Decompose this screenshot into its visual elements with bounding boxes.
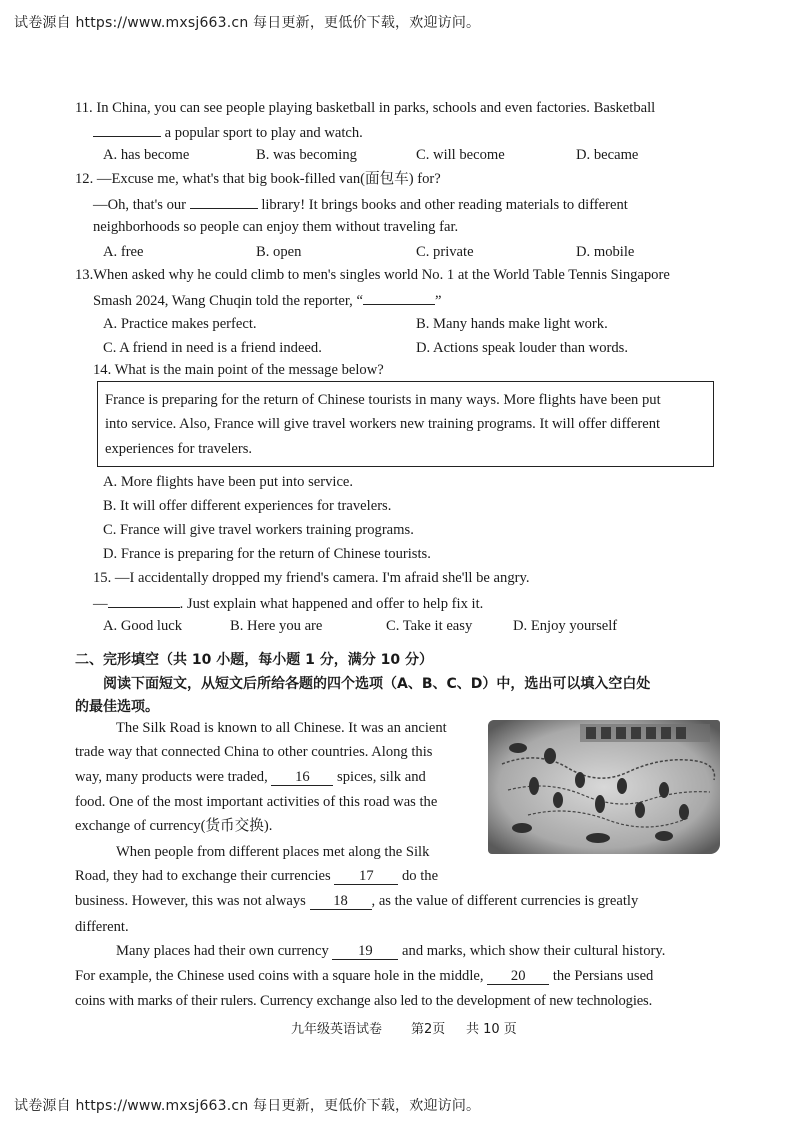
bottom-watermark: 试卷源自 https://www.mxsj663.cn 每日更新，更低价下载，欢迎访问。: [14, 1098, 481, 1114]
q12-option-c: C. private: [416, 244, 474, 260]
q13-option-b: B. Many hands make light work.: [416, 316, 608, 332]
p2-line2-start: Road, they had to exchange their currencies: [75, 868, 335, 884]
q14-box-line2: into service. Also, France will give travel workers new training programs. It will offer different: [105, 416, 661, 432]
q15-answer-blank: [108, 593, 180, 608]
q15-option-d: D. Enjoy yourself: [513, 618, 618, 634]
q11-option-d: D. became: [576, 147, 639, 163]
footer-page: 第2页: [411, 1022, 446, 1037]
q11-option-b: B. was becoming: [256, 147, 357, 163]
p3-line2-start: For example, the Chinese used coins with a square hole in the middle,: [75, 968, 488, 984]
p3-line3: coins with marks of their rulers. Currency exchange also led to the development of new technologies.: [75, 993, 653, 1009]
p2-line1: When people from different places met along the Silk: [116, 844, 430, 860]
cloze-instruction-line2: 的最佳选项。: [75, 699, 159, 715]
blank-16: 16: [271, 770, 333, 786]
q14-option-a: A. More flights have been put into service.: [103, 474, 354, 490]
p3-line1-end: and marks, which show their cultural history.: [398, 943, 666, 959]
p1-line4: food. One of the most important activities of this road was the: [75, 794, 438, 810]
top-watermark: 试卷源自 https://www.mxsj663.cn 每日更新，更低价下载，欢迎访问。: [14, 15, 481, 31]
blank-17: 17: [334, 869, 398, 885]
footer-total: 共 10 页: [466, 1022, 517, 1037]
q12-stem-line1: 12. —Excuse me, what's that big book-filled van(面包车) for?: [75, 171, 441, 187]
p2-line2: [75, 867, 438, 885]
q11-stem-line2-text: a popular sport to play and watch.: [161, 125, 363, 141]
q11-option-c: C. will become: [416, 147, 505, 163]
q14-box-line1: France is preparing for the return of Chinese tourists in many ways. More flights have been put: [105, 392, 661, 408]
q15-option-b: B. Here you are: [230, 618, 323, 634]
q15-line2-end: . Just explain what happened and offer to help fix it.: [179, 596, 484, 612]
q12-line2-start: —Oh, that's our: [93, 197, 190, 213]
q14-option-c: C. France will give travel workers training programs.: [103, 522, 414, 538]
p1-line1: The Silk Road is known to all Chinese. It was an ancient: [116, 720, 447, 736]
q15-stem-line1: 15. —I accidentally dropped my friend's camera. I'm afraid she'll be angry.: [93, 570, 530, 586]
p1-line3-end: spices, silk and: [333, 769, 426, 785]
p1-line2: trade way that connected China to other countries. Along this: [75, 744, 433, 760]
q14-option-b: B. It will offer different experiences for travelers.: [103, 498, 392, 514]
q15-stem-line2: [93, 593, 483, 613]
p3-line2-end: the Persians used: [549, 968, 654, 984]
p3-line1-start: Many places had their own currency: [116, 943, 333, 959]
cloze-instruction-line1: 阅读下面短文，从短文后所给各题的四个选项（A、B、C、D）中，选出可以填入空白处: [103, 676, 651, 692]
q13-line2-end: ”: [434, 293, 442, 309]
q14-stem: 14. What is the main point of the message below?: [93, 362, 384, 378]
q14-option-d: D. France is preparing for the return of Chinese tourists.: [103, 546, 431, 562]
q13-stem-line2: [93, 290, 441, 310]
p2-line3: [75, 892, 638, 910]
q13-option-c: C. A friend in need is a friend indeed.: [103, 340, 322, 356]
p2-line2-end: do the: [398, 868, 439, 884]
q15-option-a: A. Good luck: [103, 618, 183, 634]
q12-line2-end: library! It brings books and other reading materials to different: [257, 197, 628, 213]
q13-line2-start: Smash 2024, Wang Chuqin told the reporter, “: [93, 293, 363, 309]
q12-option-b: B. open: [256, 244, 302, 260]
blank-19: 19: [332, 944, 398, 960]
q12-stem-line2: [93, 194, 628, 214]
p1-line3-start: way, many products were traded,: [75, 769, 272, 785]
footer-subject: 九年级英语试卷: [291, 1022, 383, 1037]
q11-option-a: A. has become: [103, 147, 190, 163]
q13-option-d: D. Actions speak louder than words.: [416, 340, 628, 356]
q12-option-d: D. mobile: [576, 244, 635, 260]
q12-answer-blank: [190, 194, 258, 209]
q15-option-c: C. Take it easy: [386, 618, 473, 634]
silk-road-map-image: [488, 720, 720, 854]
silk-road-map-illustration: [488, 720, 720, 854]
p2-line3-end: , as the value of different currencies is greatly: [371, 893, 639, 909]
p2-line4: different.: [75, 919, 129, 935]
q11-stem-line1: 11. In China, you can see people playing basketball in parks, schools and even factories. Basketball: [75, 100, 656, 116]
blank-20: 20: [487, 969, 549, 985]
q11-answer-blank: [93, 122, 161, 137]
q15-line2-dash: —: [93, 596, 108, 612]
p3-line2: [75, 967, 653, 985]
p1-line3: [75, 768, 426, 786]
p1-line5: exchange of currency(货币交换).: [75, 818, 273, 834]
q12-stem-line3: neighborhoods so people can enjoy them without traveling far.: [93, 219, 459, 235]
q14-box-line3: experiences for travelers.: [105, 441, 253, 457]
blank-18: 18: [310, 894, 372, 910]
q13-stem-line1: 13.When asked why he could climb to men's singles world No. 1 at the World Table Tennis Singapore: [75, 267, 670, 283]
q13-option-a: A. Practice makes perfect.: [103, 316, 257, 332]
q13-answer-blank: [363, 290, 435, 305]
q12-option-a: A. free: [103, 244, 144, 260]
p2-line3-start: business. However, this was not always: [75, 893, 310, 909]
cloze-section-heading: 二、完形填空（共 10 小题，每小题 1 分，满分 10 分）: [75, 652, 433, 668]
q11-stem-line2: [93, 122, 363, 142]
p3-line1: [116, 942, 665, 960]
